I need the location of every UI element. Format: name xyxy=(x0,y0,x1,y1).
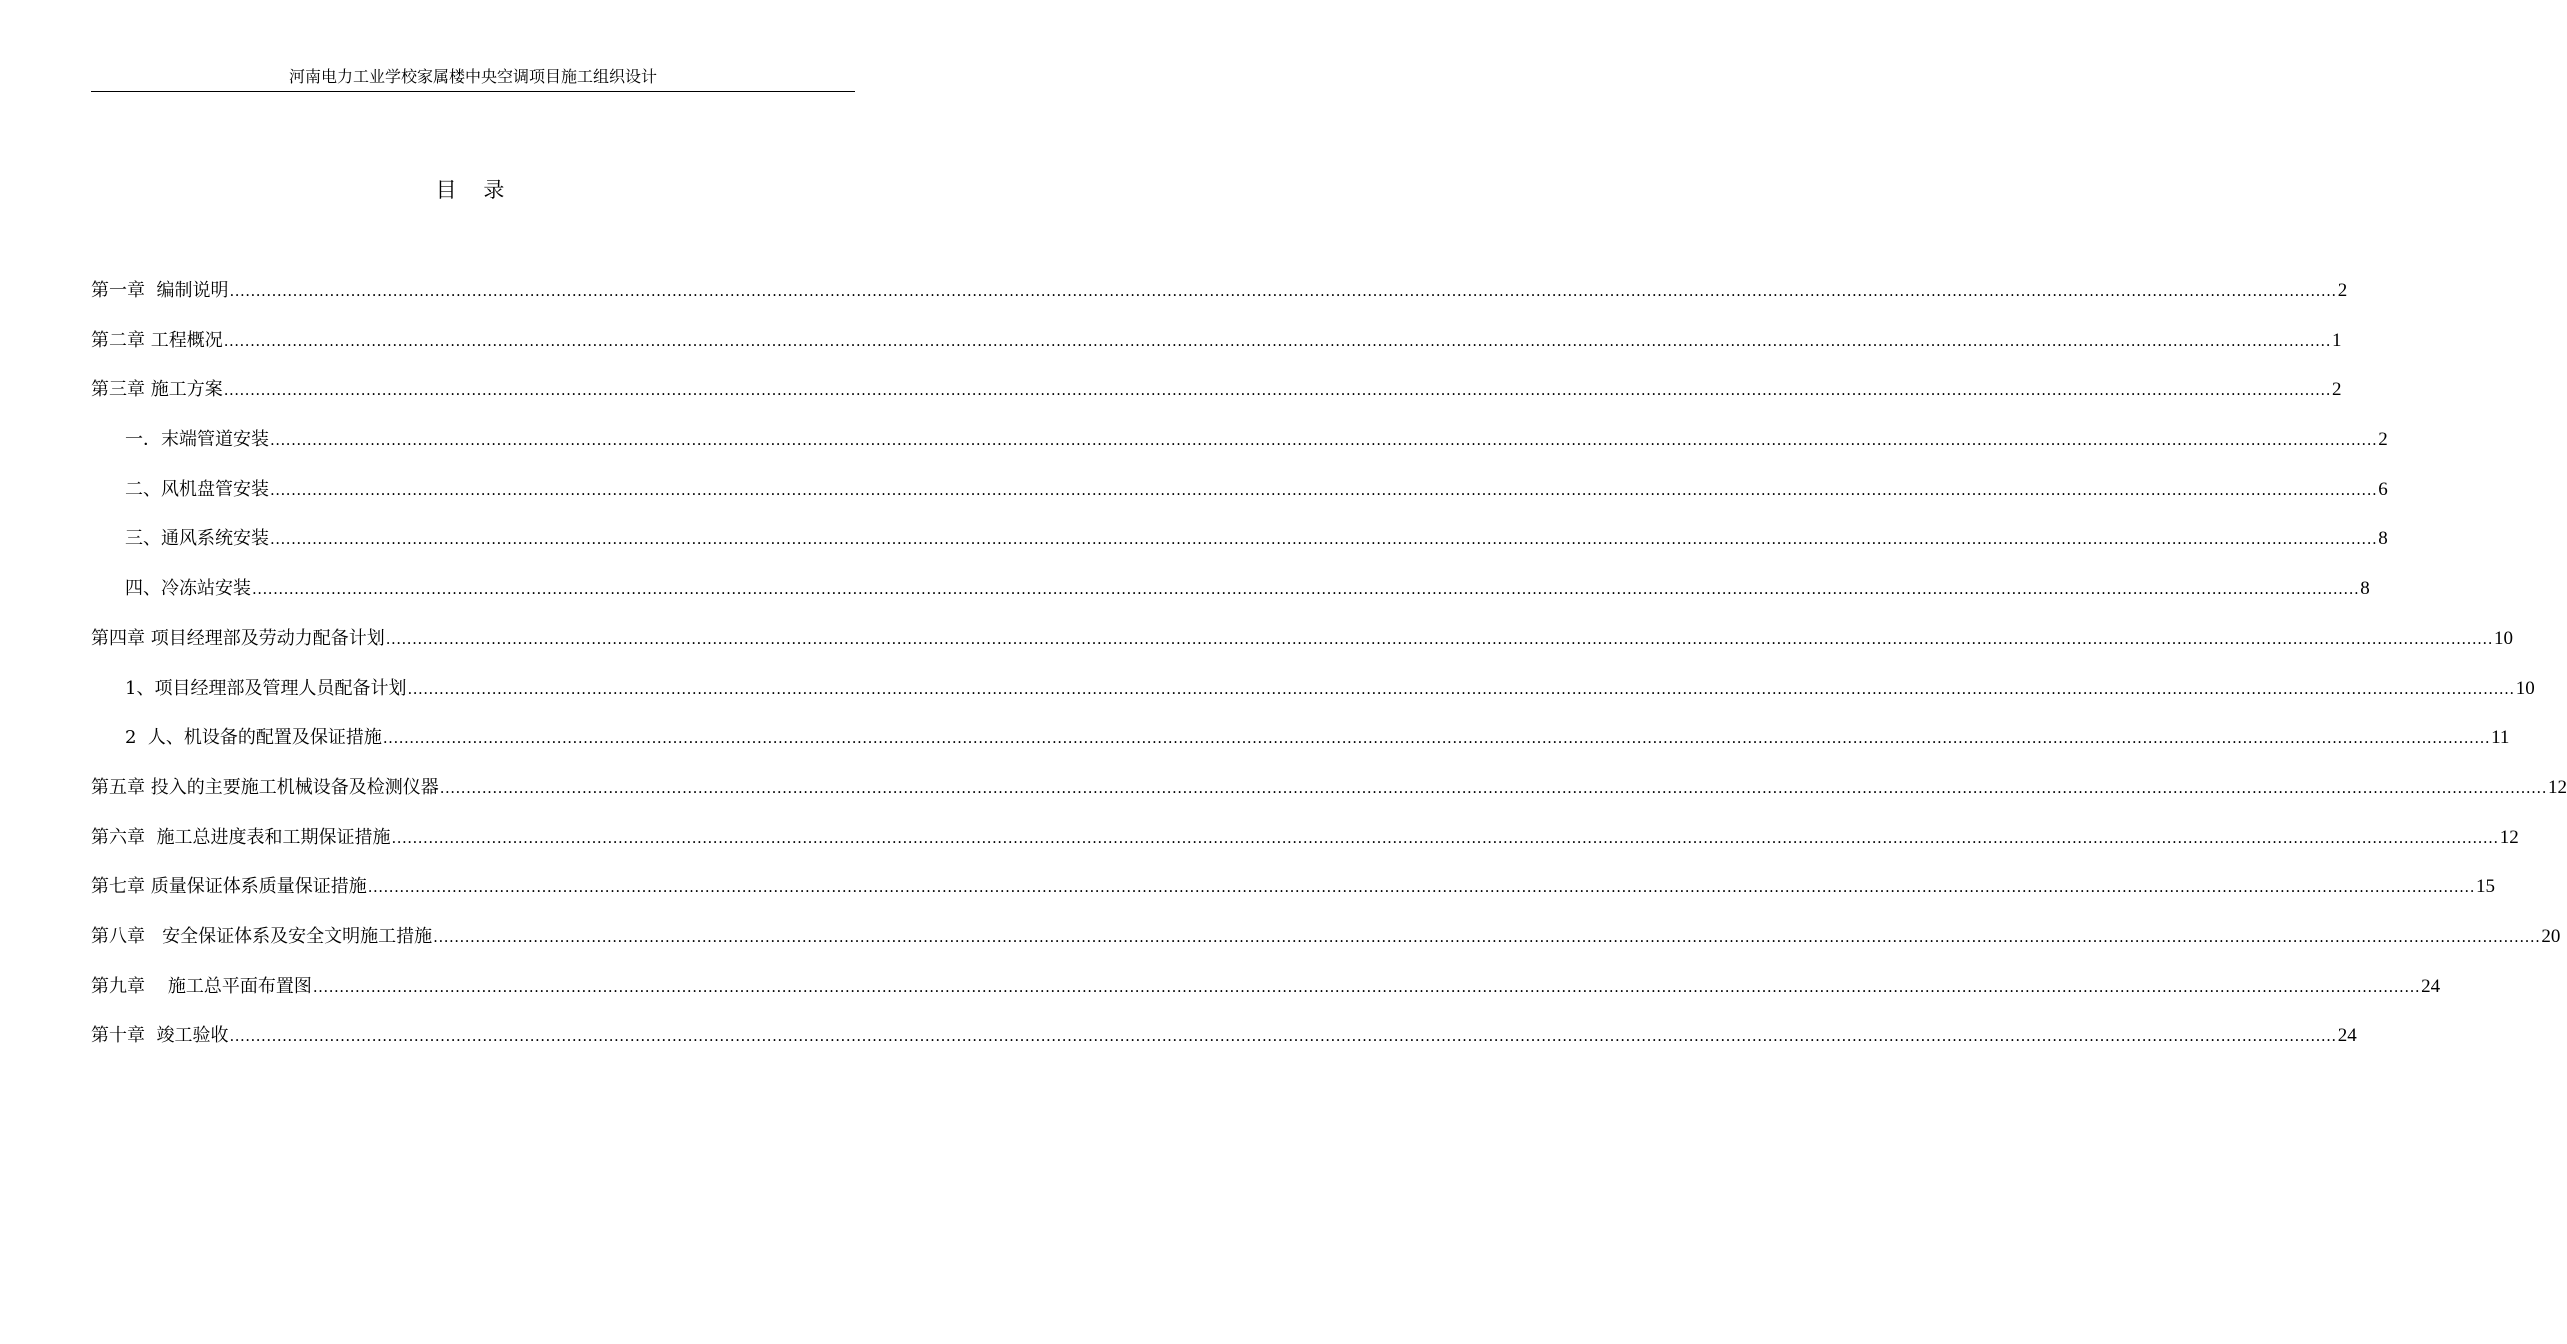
toc-entry-chapter-7[interactable] xyxy=(91,872,2495,922)
toc-entry-page: 24 xyxy=(2337,1025,2357,1047)
toc-entry-page: 15 xyxy=(2475,876,2495,898)
toc-entry-section-3-4[interactable] xyxy=(91,574,2370,624)
dot-leader: ................................................................................................................................................................................................................................................................................................................................................................................................................ xyxy=(229,1027,2337,1046)
toc-entry-label: 第四章 项目经理部及劳动力配备计划 xyxy=(91,627,385,649)
dot-leader: ................................................................................................................................................................................................................................................................................................................................................................................................................ xyxy=(312,977,2421,996)
dot-leader: ................................................................................................................................................................................................................................................................................................................................................................................................................ xyxy=(229,282,2337,300)
dot-leader: ................................................................................................................................................................................................................................................................................................................................................................................................................ xyxy=(223,381,2331,400)
toc-entry-section-3-1[interactable] xyxy=(91,425,2388,475)
dot-leader: ................................................................................................................................................................................................................................................................................................................................................................................................................ xyxy=(223,331,2331,350)
dot-leader: ................................................................................................................................................................................................................................................................................................................................................................................................................ xyxy=(367,878,2475,897)
dot-leader: ................................................................................................................................................................................................................................................................................................................................................................................................................ xyxy=(407,679,2515,698)
toc-entry-page: 24 xyxy=(2421,975,2441,997)
toc-entry-label: 一．末端管道安装 xyxy=(125,429,269,451)
toc-entry-chapter-9[interactable] xyxy=(91,972,2441,1022)
toc-entry-page: 10 xyxy=(2515,677,2535,699)
toc-entry-label: 2 人、机设备的配置及保证措施 xyxy=(125,727,382,749)
toc-entry-section-4-1[interactable] xyxy=(91,674,2535,724)
toc-entry-label: 第九章 施工总平面布置图 xyxy=(91,975,312,997)
toc-entry-page: 2 xyxy=(2331,379,2342,401)
toc-entry-label: 三、通风系统安装 xyxy=(125,528,269,550)
dot-leader: ................................................................................................................................................................................................................................................................................................................................................................................................................ xyxy=(391,828,2499,847)
dot-leader: ................................................................................................................................................................................................................................................................................................................................................................................................................ xyxy=(439,778,2547,797)
dot-leader: ................................................................................................................................................................................................................................................................................................................................................................................................................ xyxy=(270,480,2378,499)
toc-entry-label: 二、风机盘管安装 xyxy=(125,478,269,500)
toc-entry-label: 第二章 工程概况 xyxy=(91,329,223,351)
toc-entry-page: 8 xyxy=(2378,528,2388,550)
toc-title: 目 录 xyxy=(435,178,515,202)
toc-entry-page: 8 xyxy=(2360,578,2370,600)
dot-leader: ................................................................................................................................................................................................................................................................................................................................................................................................................ xyxy=(270,530,2378,549)
table-of-contents xyxy=(91,276,2567,1071)
toc-entry-page: 20 xyxy=(2541,925,2561,947)
toc-entry-chapter-2[interactable] xyxy=(91,326,2342,376)
toc-entry-label: 第八章 安全保证体系及安全文明施工措施 xyxy=(91,925,433,947)
toc-entry-page: 6 xyxy=(2378,478,2388,500)
toc-entry-page: 10 xyxy=(2493,627,2513,649)
toc-entry-chapter-10[interactable] xyxy=(91,1021,2357,1071)
running-header: 河南电力工业学校家属楼中央空调项目施工组织设计 xyxy=(288,67,657,86)
toc-entry-label: 第七章 质量保证体系质量保证措施 xyxy=(91,876,367,898)
header-divider xyxy=(91,91,855,92)
toc-entry-chapter-4[interactable] xyxy=(91,624,2513,674)
toc-entry-page: 2 xyxy=(2337,280,2348,301)
toc-entry-section-3-3[interactable] xyxy=(91,524,2388,574)
toc-entry-label: 第五章 投入的主要施工机械设备及检测仪器 xyxy=(91,776,439,798)
toc-entry-label: 四、冷冻站安装 xyxy=(125,578,251,600)
toc-entry-label: 第一章 编制说明 xyxy=(91,280,229,301)
toc-entry-chapter-6[interactable] xyxy=(91,823,2519,873)
toc-entry-page: 12 xyxy=(2547,776,2567,798)
toc-entry-label: 1、项目经理部及管理人员配备计划 xyxy=(125,677,407,699)
dot-leader: ................................................................................................................................................................................................................................................................................................................................................................................................................ xyxy=(433,927,2541,946)
toc-entry-chapter-8[interactable] xyxy=(91,922,2561,972)
dot-leader: ................................................................................................................................................................................................................................................................................................................................................................................................................ xyxy=(385,629,2493,648)
toc-entry-label: 第六章 施工总进度表和工期保证措施 xyxy=(91,826,391,848)
toc-entry-label: 第十章 竣工验收 xyxy=(91,1025,229,1047)
toc-entry-label: 第三章 施工方案 xyxy=(91,379,223,401)
toc-entry-chapter-3[interactable] xyxy=(91,375,2342,425)
toc-entry-page: 12 xyxy=(2499,826,2519,848)
dot-leader: ................................................................................................................................................................................................................................................................................................................................................................................................................ xyxy=(252,580,2360,599)
toc-entry-section-4-2[interactable] xyxy=(91,723,2510,773)
toc-entry-chapter-1[interactable] xyxy=(91,276,2348,326)
toc-entry-section-3-2[interactable] xyxy=(91,475,2388,525)
toc-entry-page: 11 xyxy=(2491,727,2510,749)
toc-entry-page: 2 xyxy=(2378,429,2388,451)
toc-entry-chapter-5[interactable] xyxy=(91,773,2567,823)
toc-entry-page: 1 xyxy=(2331,329,2342,351)
dot-leader: ................................................................................................................................................................................................................................................................................................................................................................................................................ xyxy=(382,729,2491,748)
dot-leader: ................................................................................................................................................................................................................................................................................................................................................................................................................ xyxy=(270,431,2378,450)
